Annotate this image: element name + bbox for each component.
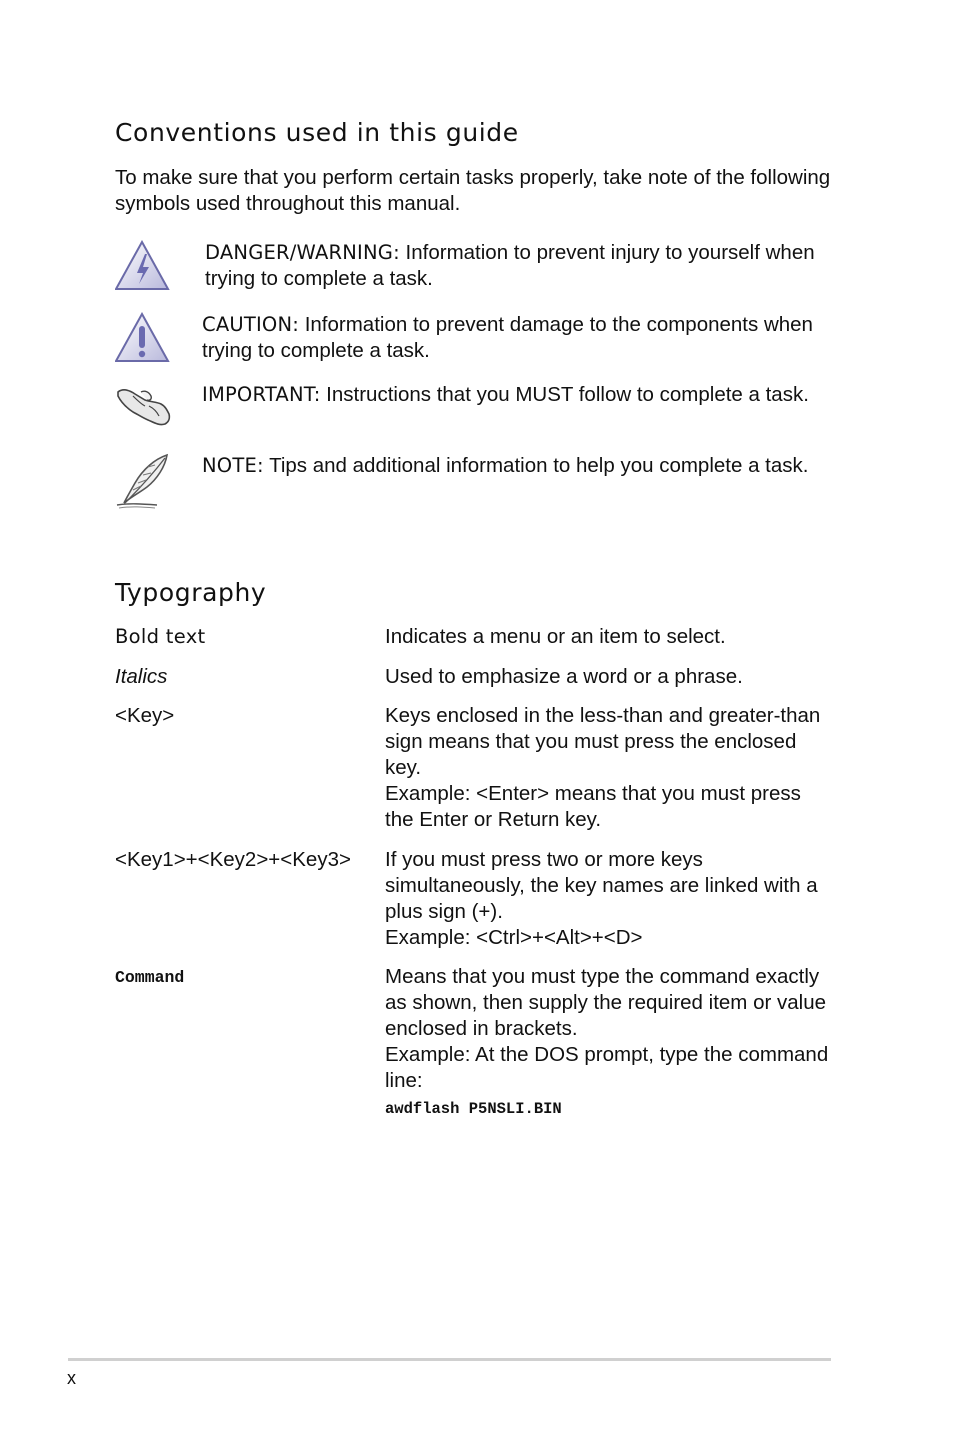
notice-important: [115, 382, 835, 452]
description-line: Means that you must type the command exactly as shown, then supply the required item or value enclosed in brackets.: [385, 965, 827, 1040]
term-key-combo: <Key1>+<Key2>+<Key3>: [115, 848, 351, 871]
feather-quill-icon: [115, 453, 173, 511]
command-example-code: awdflash P5NSLI.BIN: [385, 1100, 562, 1118]
typography-heading: Typography: [115, 578, 267, 607]
conventions-heading: Conventions used in this guide: [115, 118, 519, 147]
description: [385, 847, 835, 951]
notice-text: Tips and additional information to help you complete a task.: [263, 454, 809, 477]
term-bold-text: Bold text: [115, 625, 206, 648]
term-command: Command: [115, 968, 185, 987]
notice-label: NOTE:: [202, 454, 264, 477]
conventions-intro: To make sure that you perform certain tasks properly, take note of the following symbols used throughout this manual.: [115, 166, 831, 215]
lightning-warning-icon: [115, 240, 173, 298]
description: [385, 703, 835, 833]
notice-caution: [115, 312, 835, 382]
description-example: Example: <Ctrl>+<Alt>+<D>: [385, 926, 643, 949]
notice-text: Information to prevent injury to yourself when trying to complete a task.: [205, 241, 815, 290]
description: Used to emphasize a word or a phrase.: [385, 665, 743, 688]
pointing-hand-icon: [115, 382, 173, 440]
footer-divider: [68, 1358, 831, 1361]
exclamation-caution-icon: [115, 312, 173, 370]
page-number: x: [67, 1368, 76, 1388]
term-key: <Key>: [115, 704, 175, 727]
notice-text: Instructions that you MUST follow to complete a task.: [320, 383, 809, 406]
notice-label: CAUTION:: [202, 313, 299, 336]
description-example: Example: <Enter> means that you must press the Enter or Return key.: [385, 782, 801, 831]
notice-danger-warning: [115, 240, 835, 310]
notice-label: DANGER/WARNING:: [205, 241, 400, 264]
notice-label: IMPORTANT:: [202, 383, 321, 406]
description-line: Keys enclosed in the less-than and greater-than sign means that you must press the enclosed key.: [385, 704, 821, 779]
description: Indicates a menu or an item to select.: [385, 625, 726, 648]
notice-note: [115, 453, 835, 523]
description-line: If you must press two or more keys simultaneously, the key names are linked with a plus sign (+).: [385, 848, 818, 923]
description: [385, 964, 835, 1122]
notice-text: Information to prevent damage to the components when trying to complete a task.: [202, 313, 813, 362]
description-example: Example: At the DOS prompt, type the command line:: [385, 1043, 829, 1092]
term-italics: Italics: [115, 665, 168, 688]
